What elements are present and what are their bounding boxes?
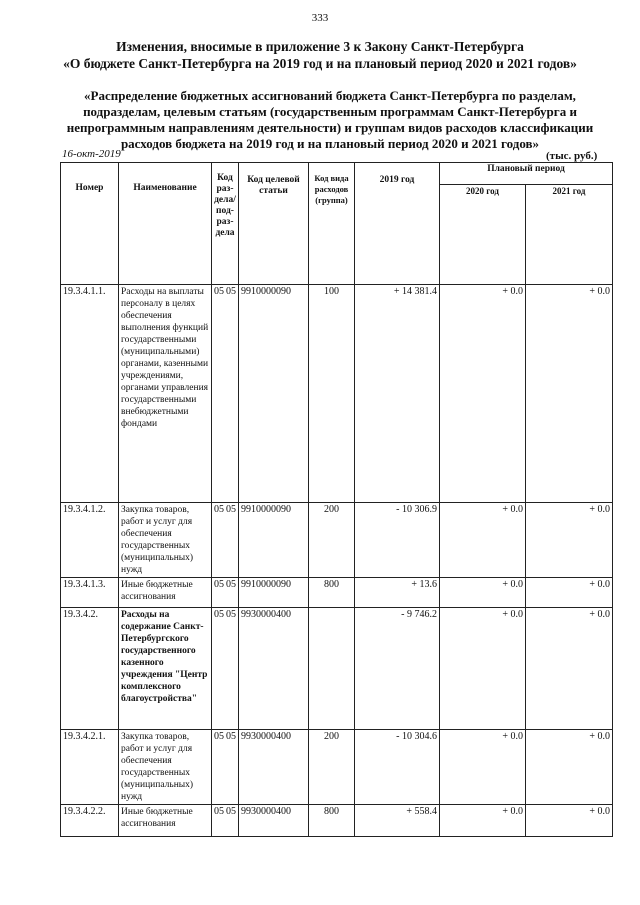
row-razdel [212,730,239,805]
document-title [0,38,640,72]
budget-table [60,162,613,837]
table-body [61,285,613,837]
row-value-2020: + 0.0 [440,608,526,730]
row-value-2019: + 558.4 [355,805,440,837]
row-value-2020: + 0.0 [440,730,526,805]
row-value-2021: + 0.0 [526,805,613,837]
title-line-1: Изменения, вносимые в приложение 3 к Закону Санкт-Петербурга [116,39,524,54]
row-value-2019: + 13.6 [355,578,440,608]
row-section-code: 05 [214,286,224,297]
row-razdel [212,805,239,837]
row-section-code: 05 [214,504,224,515]
row-value-2019: - 10 304.6 [355,730,440,805]
row-name: Закупка товаров, работ и услуг для обеспечения государственных (муниципальных) нужд [119,503,212,578]
row-number: 19.3.4.1.1. [61,285,119,503]
row-name: Иные бюджетные ассигнования [119,578,212,608]
row-number: 19.3.4.1.3. [61,578,119,608]
units-label: (тыс. руб.) [546,150,598,162]
row-section-code: 05 [214,579,224,590]
table-row [61,285,613,503]
row-section-code: 05 [214,731,224,742]
row-number: 19.3.4.2.1. [61,730,119,805]
row-name: Расходы на содержание Санкт-Петербургского государственного казенного учреждения "Центр комплексного благоустройства" [119,608,212,730]
header-2021: 2021 год [526,185,613,285]
row-number: 19.3.4.1.2. [61,503,119,578]
row-subsection-code: 05 [226,609,236,620]
header-planned-period: Плановый период [440,163,613,185]
header-target-article: Код целевой статьи [239,163,309,285]
row-value-2021: + 0.0 [526,285,613,503]
row-value-2020: + 0.0 [440,578,526,608]
row-name: Расходы на выплаты персоналу в целях обеспечения выполнения функций государственными (муниципальными) органами, казенными учреждениями, органами управления государственными внебюджетными фондами [119,285,212,503]
row-target-article: 9930000400 [239,730,309,805]
row-value-2020: + 0.0 [440,805,526,837]
row-value-2019: - 9 746.2 [355,608,440,730]
row-expense-type [309,608,355,730]
document-date: 16-окт-2019 [62,148,121,160]
row-expense-type: 800 [309,805,355,837]
row-expense-type: 200 [309,730,355,805]
row-expense-type: 200 [309,503,355,578]
row-subsection-code: 05 [226,286,236,297]
row-razdel [212,503,239,578]
row-target-article: 9930000400 [239,608,309,730]
title-line-2: «О бюджете Санкт-Петербурга на 2019 год и на плановый период 2020 и 2021 годов» [63,56,577,71]
row-target-article: 9910000090 [239,285,309,503]
row-razdel [212,578,239,608]
row-subsection-code: 05 [226,806,236,817]
row-value-2020: + 0.0 [440,285,526,503]
table-row [61,503,613,578]
row-subsection-code: 05 [226,579,236,590]
header-number: Номер [61,163,119,285]
row-value-2021: + 0.0 [526,578,613,608]
row-section-code: 05 [214,609,224,620]
table-row [61,578,613,608]
header-2020: 2020 год [440,185,526,285]
table-row [61,730,613,805]
row-value-2021: + 0.0 [526,730,613,805]
row-value-2021: + 0.0 [526,503,613,578]
document-subtitle: «Распределение бюджетных ассигнований бюджета Санкт-Петербурга по разделам, подразделам, целевым статьям (государственным программам Санкт-Петербурга и непрограммным направлениям деятельности) и группам видов расходов классификации расходов бюджета на 2019 год и на плановый период 2020 и 2021 годов» [66,88,594,151]
row-section-code: 05 [214,806,224,817]
row-subsection-code: 05 [226,504,236,515]
table-row [61,805,613,837]
header-expense-type: Код вида расходов (группа) [309,163,355,285]
row-name: Закупка товаров, работ и услуг для обеспечения государственных (муниципальных) нужд [119,730,212,805]
row-name: Иные бюджетные ассигнования [119,805,212,837]
row-value-2020: + 0.0 [440,503,526,578]
header-razdel: Код раз-дела/ под-раз-дела [212,163,239,285]
row-expense-type: 800 [309,578,355,608]
row-target-article: 9930000400 [239,805,309,837]
row-value-2019: - 10 306.9 [355,503,440,578]
header-name: Наименование [119,163,212,285]
table-row [61,608,613,730]
row-razdel [212,608,239,730]
row-value-2019: + 14 381.4 [355,285,440,503]
row-value-2021: + 0.0 [526,608,613,730]
row-number: 19.3.4.2. [61,608,119,730]
row-target-article: 9910000090 [239,503,309,578]
row-expense-type: 100 [309,285,355,503]
row-subsection-code: 05 [226,731,236,742]
row-target-article: 9910000090 [239,578,309,608]
row-razdel [212,285,239,503]
header-2019: 2019 год [355,163,440,285]
row-number: 19.3.4.2.2. [61,805,119,837]
page-number: 333 [311,12,329,24]
